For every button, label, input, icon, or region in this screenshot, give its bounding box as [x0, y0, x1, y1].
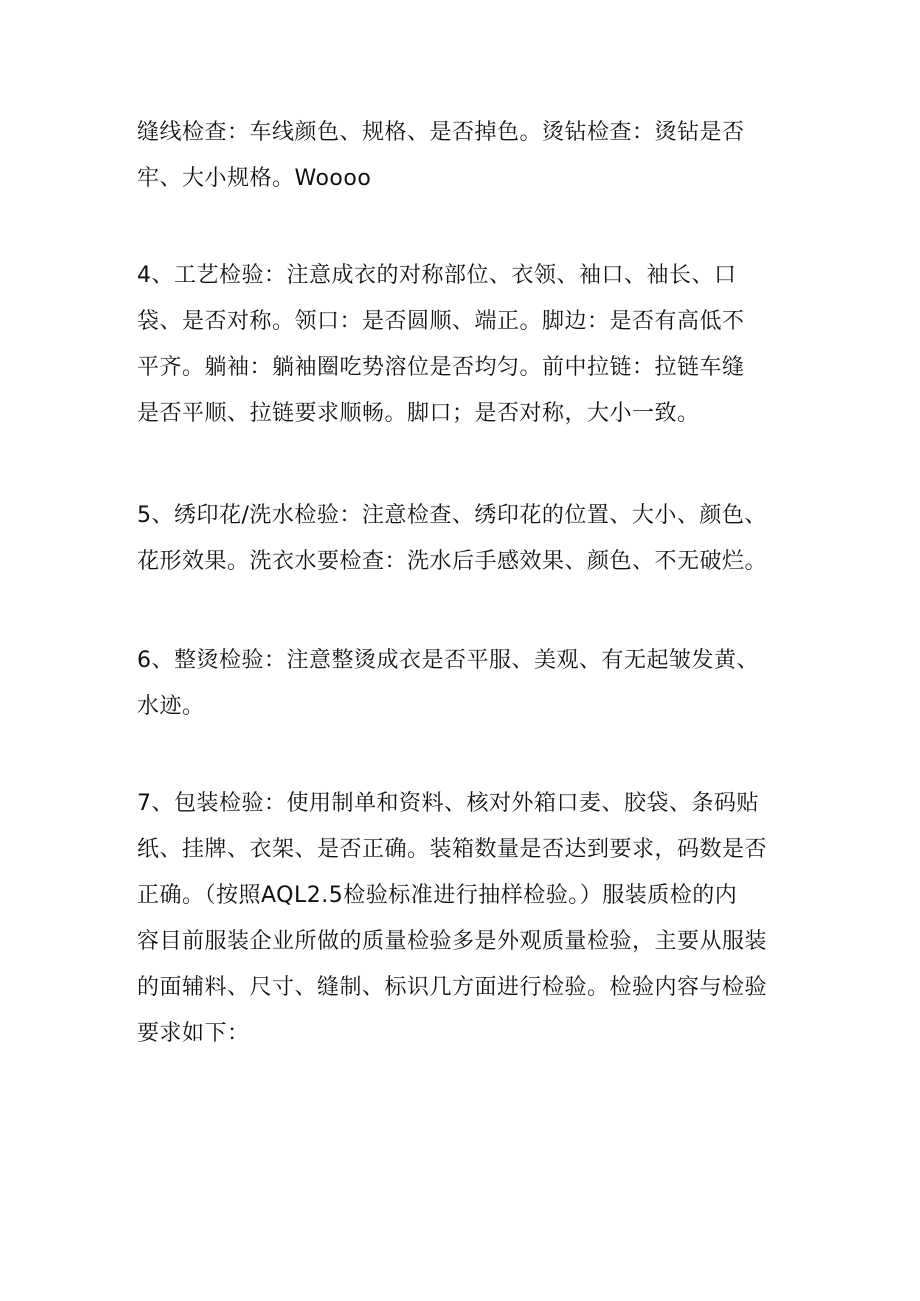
text-line: 7、包装检验：使用制单和资料、核对外箱口麦、胶袋、条码贴 — [137, 791, 759, 816]
paragraph-ironing-inspection — [137, 638, 817, 730]
paragraph-process-inspection — [137, 253, 817, 437]
text-line: 牢、大小规格。Woooo — [137, 166, 372, 191]
text-line: 要求如下： — [137, 1021, 250, 1046]
text-line: 缝线检查：车线颜色、规格、是否掉色。烫钻检查：烫钻是否 — [137, 120, 745, 145]
text-line: 4、工艺检验：注意成衣的对称部位、衣领、袖口、袖长、口 — [137, 263, 737, 288]
text-line: 正确。（按照AQL2.5检验标准进行抽样检验。）服装质检的内 — [137, 883, 738, 908]
paragraph-packaging-inspection — [137, 781, 817, 1057]
text-line: 的面辅料、尺寸、缝制、标识几方面进行检验。检验内容与检验 — [137, 975, 768, 1000]
text-line: 袋、是否对称。领口：是否圆顺、端正。脚边：是否有高低不 — [137, 309, 745, 334]
text-line: 花形效果。洗衣水要检查：洗水后手感效果、颜色、不无破烂。 — [137, 549, 768, 574]
text-line: 5、绣印花/洗水检验：注意检查、绣印花的位置、大小、颜色、 — [137, 503, 767, 528]
text-line: 平齐。躺袖：躺袖圈吃势溶位是否均匀。前中拉链：拉链车缝 — [137, 355, 745, 380]
text-line: 纸、挂牌、衣架、是否正确。装箱数量是否达到要求，码数是否 — [137, 837, 768, 862]
text-line: 容目前服装企业所做的质量检验多是外观质量检验，主要从服装 — [137, 929, 768, 954]
paragraph-print-wash-inspection — [137, 493, 817, 585]
paragraph-seam-check — [137, 110, 817, 202]
text-line: 水迹。 — [137, 694, 205, 719]
text-line: 6、整烫检验：注意整烫成衣是否平服、美观、有无起皱发黄、 — [137, 648, 759, 673]
text-line: 是否平顺、拉链要求顺畅。脚口；是否对称，大小一致。 — [137, 401, 700, 426]
